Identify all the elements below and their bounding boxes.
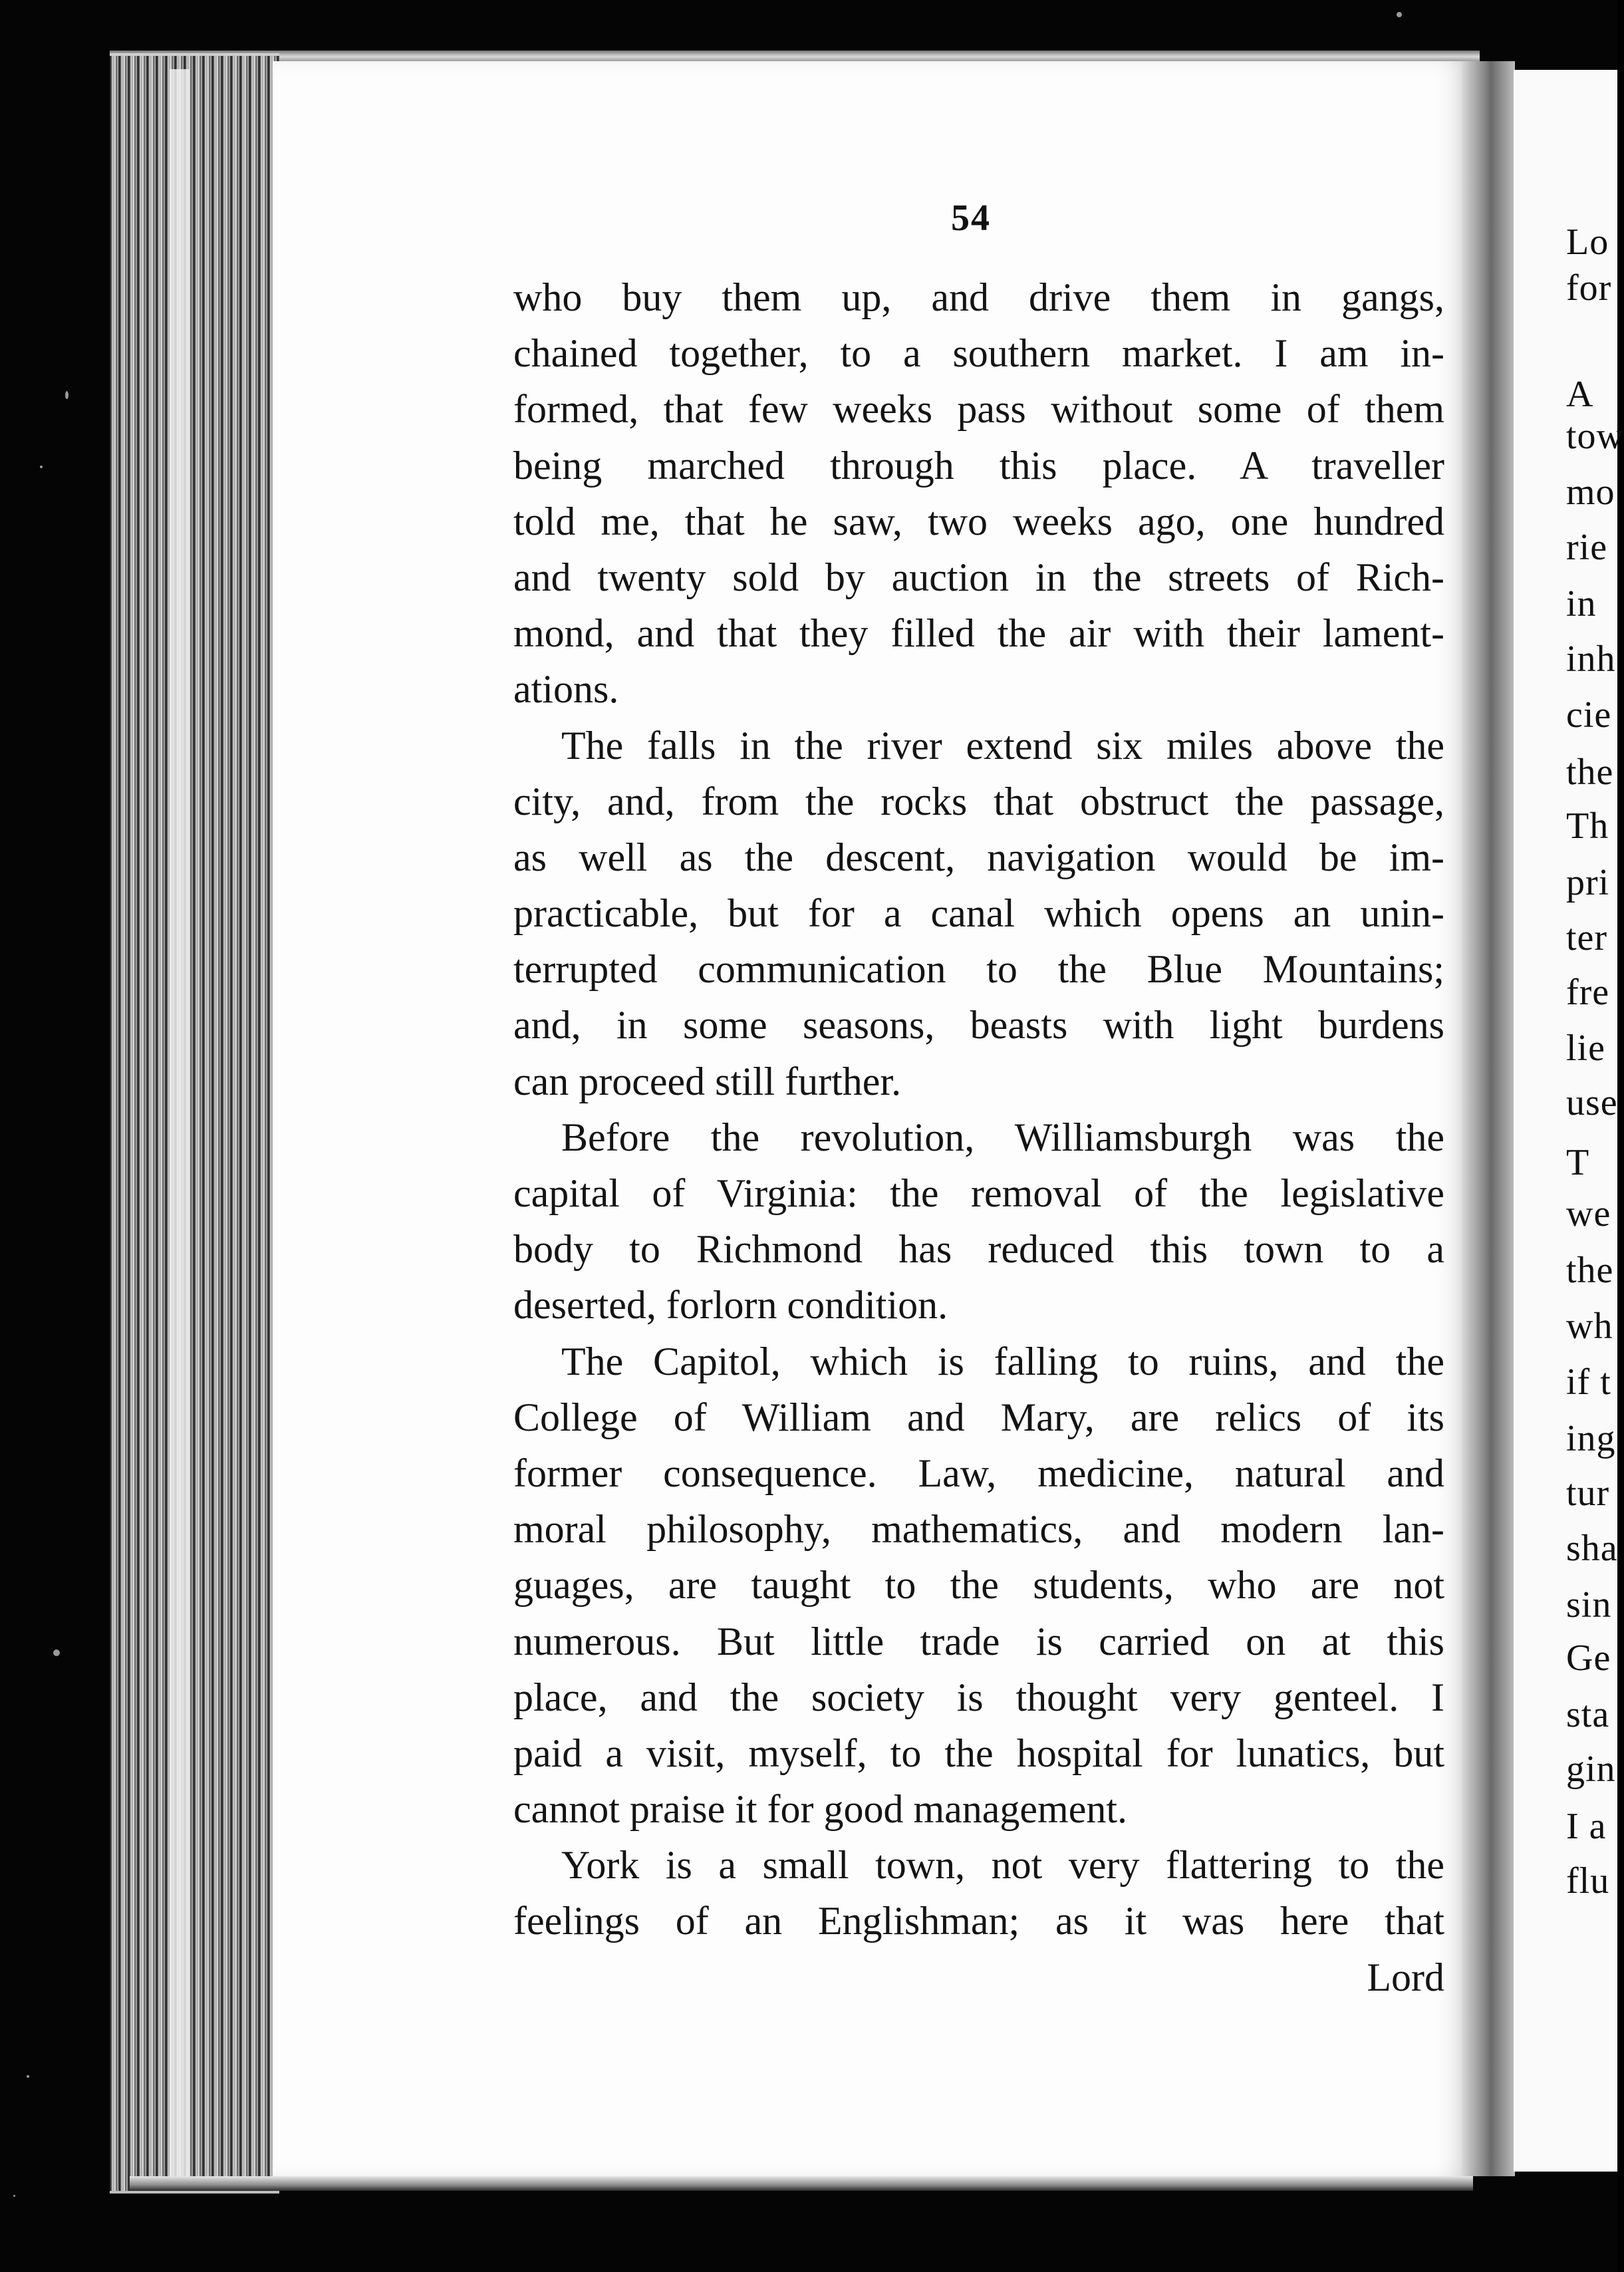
text-line: Before the revolution, Williamsburgh was the — [561, 1115, 1444, 1159]
facing-text-fragment: gin — [1566, 1749, 1616, 1790]
text-line: feelings of an Englishman; as it was here that — [513, 1899, 1444, 1943]
text-line: numerous. But little trade is carried on at this — [513, 1619, 1444, 1663]
facing-text-fragment: tur — [1566, 1473, 1610, 1514]
text-line: and, in some seasons, beasts with light burdens — [513, 1003, 1444, 1048]
text-line: told me, that he saw, two weeks ago, one hundred — [513, 499, 1444, 543]
text-line: who buy them up, and drive them in gangs, — [513, 275, 1444, 319]
facing-text-fragment: for — [1566, 267, 1612, 309]
facing-text-fragment: Th — [1566, 805, 1609, 847]
text-line: as well as the descent, navigation would be im- — [513, 835, 1444, 879]
facing-page — [1514, 70, 1624, 2172]
text-line: cannot praise it for good management. — [513, 1787, 1128, 1832]
text-line: paid a visit, myself, to the hospital for lunatics, but — [513, 1731, 1444, 1775]
text-line: guages, are taught to the students, who are not — [513, 1563, 1444, 1608]
facing-text-fragment: sin — [1566, 1584, 1612, 1626]
book-bottom-edge — [130, 2176, 1473, 2191]
dust-speck — [1397, 12, 1402, 17]
facing-text-fragment: pri — [1566, 862, 1610, 903]
book-page-edges — [110, 53, 279, 2194]
text-line: body to Richmond has reduced this town to a — [513, 1227, 1444, 1272]
facing-text-fragment: in — [1566, 583, 1597, 625]
text-line: The falls in the river extend six miles above the — [561, 723, 1444, 768]
facing-text-fragment: ing — [1566, 1418, 1616, 1459]
text-line: former consequence. Law, medicine, natural and — [513, 1451, 1444, 1495]
facing-text-fragment: fre — [1566, 972, 1610, 1013]
dust-speck — [53, 1649, 60, 1656]
facing-text-fragment: A — [1566, 374, 1594, 415]
facing-text-fragment: inh — [1566, 639, 1616, 680]
page-text — [513, 269, 1444, 2005]
book-gutter — [1462, 61, 1515, 2176]
text-line: mond, and that they filled the air with their lament- — [513, 611, 1444, 656]
text-line: formed, that few weeks pass without some of them — [513, 387, 1444, 432]
text-line: city, and, from the rocks that obstruct the passage, — [513, 779, 1444, 823]
facing-text-fragment: Lo — [1566, 221, 1609, 263]
facing-text-fragment: if t — [1566, 1361, 1611, 1403]
text-line: deserted, forlorn condition. — [513, 1283, 948, 1328]
text-line: ations. — [513, 667, 619, 712]
facing-text-fragment: Ge — [1566, 1637, 1611, 1679]
text-line: chained together, to a southern market. I am in- — [513, 331, 1444, 376]
facing-text-fragment: wh — [1566, 1306, 1613, 1347]
facing-text-fragment: use — [1566, 1082, 1618, 1123]
text-line: practicable, but for a canal which opens an unin- — [513, 891, 1444, 936]
facing-text-fragment: we — [1566, 1193, 1611, 1234]
text-line: being marched through this place. A traveller — [513, 443, 1444, 488]
facing-text-fragment: I a — [1566, 1806, 1607, 1847]
text-line: capital of Virginia: the removal of the legislative — [513, 1171, 1444, 1215]
facing-text-fragment: ter — [1566, 917, 1608, 958]
text-line: The Capitol, which is falling to ruins, and the — [561, 1339, 1444, 1383]
text-line: York is a small town, not very flattering to the — [561, 1843, 1444, 1888]
text-line: moral philosophy, mathematics, and modern lan- — [513, 1507, 1444, 1552]
facing-text-fragment: mo — [1566, 472, 1615, 513]
facing-text-fragment: T — [1566, 1142, 1590, 1183]
text-line: College of William and Mary, are relics of its — [513, 1395, 1444, 1439]
text-line: terrupted communication to the Blue Mountains; — [513, 947, 1444, 992]
facing-text-fragment: sta — [1566, 1694, 1610, 1735]
facing-text-fragment: flu — [1566, 1860, 1610, 1902]
text-line: and twenty sold by auction in the streets of Rich- — [513, 555, 1444, 599]
facing-text-fragment: lie — [1566, 1028, 1605, 1069]
text-line: can proceed still further. — [513, 1059, 902, 1103]
facing-text-fragment: the — [1566, 1250, 1614, 1291]
facing-text-fragment: cie — [1566, 694, 1612, 736]
facing-text-fragment: the — [1566, 752, 1614, 793]
facing-text-fragment: sha — [1566, 1528, 1618, 1569]
dust-speck — [40, 466, 43, 468]
dust-speck — [27, 2075, 29, 2078]
dust-speck — [13, 2195, 15, 2197]
facing-text-fragment: tow — [1566, 416, 1624, 457]
text-line: Lord — [1367, 1955, 1444, 1999]
text-line: place, and the society is thought very genteel. I — [513, 1675, 1444, 1719]
dust-speck — [65, 391, 68, 399]
page-number: 54 — [951, 198, 991, 239]
facing-text-fragment: rie — [1566, 527, 1608, 568]
